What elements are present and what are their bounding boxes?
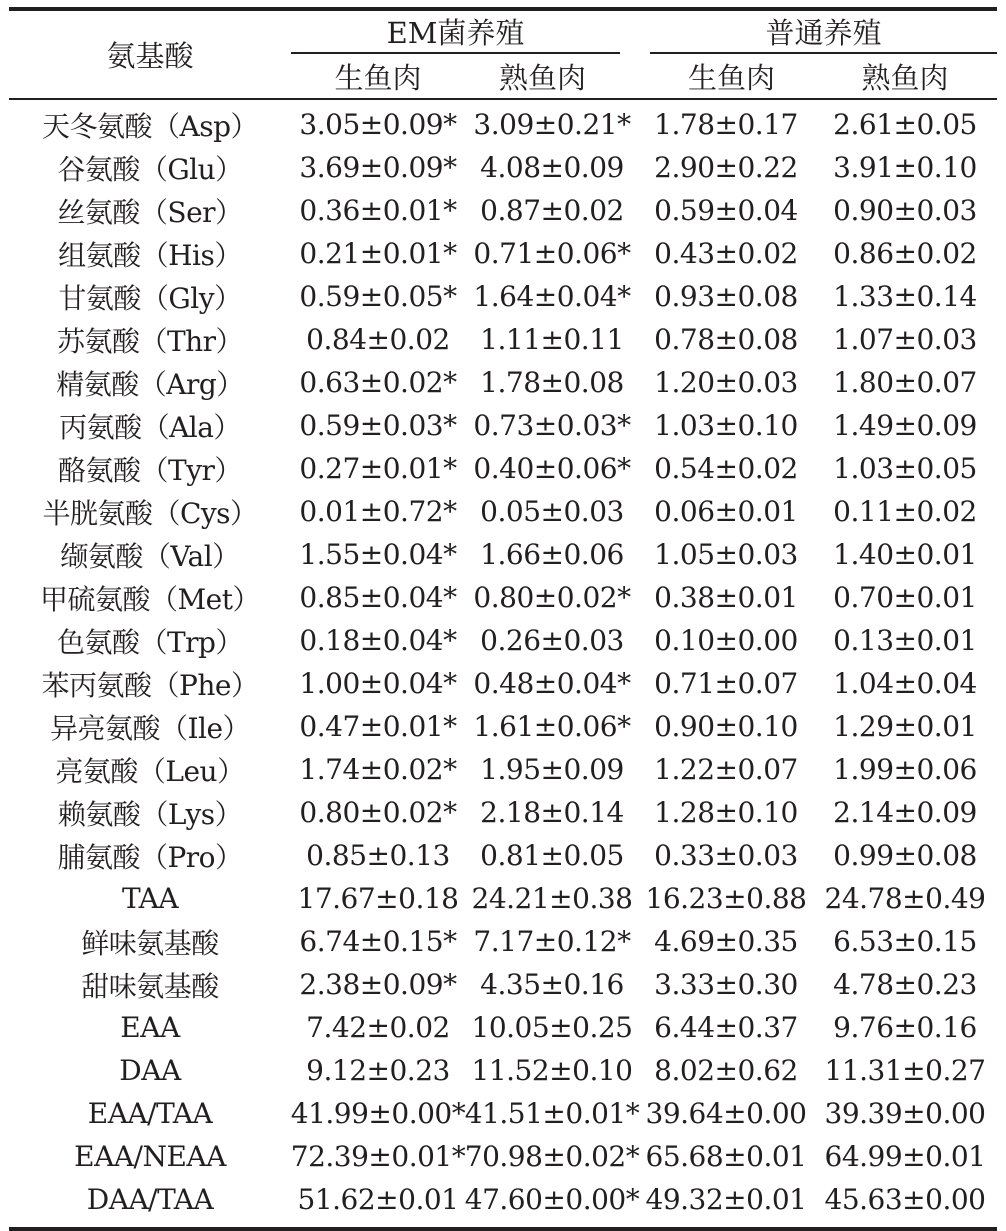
header-normal-raw: 生鱼肉 xyxy=(687,61,775,95)
table-row xyxy=(9,1092,997,1135)
table-row xyxy=(9,146,997,189)
amino-acid-cell: EAA/NEAA xyxy=(74,1140,226,1173)
normal-raw-cell: 49.32±0.01 xyxy=(645,1183,807,1216)
em-raw-cell: 0.85±0.04* xyxy=(299,581,457,614)
normal-raw-cell: 16.23±0.88 xyxy=(645,882,807,915)
normal-cooked-cell: 1.33±0.14 xyxy=(833,280,977,313)
amino-acid-cell: 异亮氨酸（Ile） xyxy=(49,711,251,745)
normal-cooked-cell: 0.70±0.01 xyxy=(833,581,977,614)
header-group-normal xyxy=(650,11,997,98)
amino-acid-cell: DAA xyxy=(119,1054,181,1087)
amino-acid-cell: 色氨酸（Trp） xyxy=(57,625,243,659)
em-cooked-cell: 1.11±0.11 xyxy=(480,323,624,356)
normal-raw-cell: 1.05±0.03 xyxy=(654,538,798,571)
em-cooked-cell: 0.87±0.02 xyxy=(480,194,624,227)
table-row xyxy=(9,1135,997,1178)
header-group-normal-title: 普通养殖 xyxy=(765,15,882,50)
normal-raw-cell: 8.02±0.62 xyxy=(654,1054,798,1087)
normal-raw-cell: 1.03±0.10 xyxy=(654,409,798,442)
normal-raw-cell: 6.44±0.37 xyxy=(654,1011,798,1044)
normal-cooked-cell: 1.04±0.04 xyxy=(833,667,977,700)
em-cooked-cell: 1.95±0.09 xyxy=(480,753,624,786)
table-bottom-rule xyxy=(9,1227,997,1231)
normal-cooked-cell: 24.78±0.49 xyxy=(824,882,986,915)
em-raw-cell: 0.27±0.01* xyxy=(299,452,457,485)
em-raw-cell: 0.01±0.72* xyxy=(299,495,457,528)
em-cooked-cell: 1.78±0.08 xyxy=(480,366,624,399)
em-cooked-cell: 10.05±0.25 xyxy=(471,1011,633,1044)
normal-raw-cell: 39.64±0.00 xyxy=(645,1097,807,1130)
em-raw-cell: 41.99±0.00* xyxy=(290,1097,466,1130)
normal-raw-cell: 0.59±0.04 xyxy=(654,194,798,227)
em-raw-cell: 0.63±0.02* xyxy=(299,366,457,399)
normal-cooked-cell: 1.99±0.06 xyxy=(833,753,977,786)
em-cooked-cell: 1.66±0.06 xyxy=(480,538,624,571)
amino-acid-cell: 缬氨酸（Val） xyxy=(60,539,240,573)
amino-acid-cell: TAA xyxy=(121,882,179,915)
amino-acid-cell: 丙氨酸（Ala） xyxy=(59,410,241,444)
normal-cooked-cell: 4.78±0.23 xyxy=(833,968,977,1001)
em-cooked-cell: 0.05±0.03 xyxy=(480,495,624,528)
normal-raw-cell: 0.71±0.07 xyxy=(654,667,798,700)
table-row xyxy=(9,877,997,920)
header-group-normal-rule xyxy=(650,52,997,54)
em-raw-cell: 1.00±0.04* xyxy=(299,667,457,700)
amino-acid-cell: 赖氨酸（Lys） xyxy=(57,797,243,831)
table-row xyxy=(9,791,997,834)
normal-raw-cell: 1.78±0.17 xyxy=(654,108,798,141)
table-row xyxy=(9,189,997,232)
normal-cooked-cell: 0.13±0.01 xyxy=(833,624,977,657)
amino-acid-cell: 甜味氨基酸 xyxy=(81,969,219,1003)
amino-acid-cell: 甘氨酸（Gly） xyxy=(58,281,242,315)
em-cooked-cell: 70.98±0.02* xyxy=(464,1140,640,1173)
normal-cooked-cell: 1.03±0.05 xyxy=(833,452,977,485)
normal-cooked-cell: 1.80±0.07 xyxy=(833,366,977,399)
normal-raw-cell: 0.38±0.01 xyxy=(654,581,798,614)
em-cooked-cell: 47.60±0.00* xyxy=(464,1183,640,1216)
table-row xyxy=(9,103,997,146)
normal-cooked-cell: 9.76±0.16 xyxy=(833,1011,977,1044)
table-row xyxy=(9,619,997,662)
amino-acid-cell: 丝氨酸（Ser） xyxy=(57,195,243,229)
em-raw-cell: 72.39±0.01* xyxy=(290,1140,466,1173)
normal-raw-cell: 0.10±0.00 xyxy=(654,624,798,657)
em-cooked-cell: 0.40±0.06* xyxy=(473,452,631,485)
em-cooked-cell: 24.21±0.38 xyxy=(471,882,633,915)
em-raw-cell: 0.84±0.02 xyxy=(306,323,450,356)
normal-cooked-cell: 3.91±0.10 xyxy=(833,151,977,184)
amino-acid-cell: 天冬氨酸（Asp） xyxy=(41,109,258,143)
amino-acid-cell: 精氨酸（Arg） xyxy=(56,367,244,401)
table-row xyxy=(9,232,997,275)
header-normal-cooked: 熟鱼肉 xyxy=(861,61,949,95)
table-row xyxy=(9,447,997,490)
normal-raw-cell: 0.78±0.08 xyxy=(654,323,798,356)
amino-acid-cell: 苯丙氨酸（Phe） xyxy=(41,668,259,702)
table-row xyxy=(9,748,997,791)
table-row xyxy=(9,576,997,619)
normal-raw-cell: 2.90±0.22 xyxy=(654,151,798,184)
table-row xyxy=(9,963,997,1006)
normal-cooked-cell: 0.99±0.08 xyxy=(833,839,977,872)
normal-raw-cell: 4.69±0.35 xyxy=(654,925,798,958)
normal-raw-cell: 1.20±0.03 xyxy=(654,366,798,399)
normal-cooked-cell: 1.29±0.01 xyxy=(833,710,977,743)
table-row xyxy=(9,404,997,447)
em-cooked-cell: 0.71±0.06* xyxy=(473,237,631,270)
normal-raw-cell: 0.06±0.01 xyxy=(654,495,798,528)
table-body xyxy=(9,100,997,1221)
amino-acid-cell: EAA/TAA xyxy=(87,1097,213,1130)
normal-cooked-cell: 1.07±0.03 xyxy=(833,323,977,356)
normal-cooked-cell: 1.49±0.09 xyxy=(833,409,977,442)
em-raw-cell: 1.74±0.02* xyxy=(299,753,457,786)
em-cooked-cell: 4.35±0.16 xyxy=(480,968,624,1001)
em-raw-cell: 0.85±0.13 xyxy=(306,839,450,872)
amino-acid-table xyxy=(9,7,997,1231)
em-raw-cell: 2.38±0.09* xyxy=(299,968,457,1001)
amino-acid-cell: 谷氨酸（Glu） xyxy=(57,152,243,186)
em-raw-cell: 0.47±0.01* xyxy=(299,710,457,743)
amino-acid-cell: EAA xyxy=(120,1011,180,1044)
em-cooked-cell: 7.17±0.12* xyxy=(473,925,631,958)
header-group-em xyxy=(291,11,620,98)
em-cooked-cell: 0.26±0.03 xyxy=(480,624,624,657)
normal-raw-cell: 65.68±0.01 xyxy=(645,1140,807,1173)
em-cooked-cell: 3.09±0.21* xyxy=(473,108,631,141)
normal-raw-cell: 0.90±0.10 xyxy=(654,710,798,743)
em-raw-cell: 0.59±0.05* xyxy=(299,280,457,313)
em-cooked-cell: 0.81±0.05 xyxy=(480,839,624,872)
table-row xyxy=(9,920,997,963)
amino-acid-cell: DAA/TAA xyxy=(86,1183,214,1216)
table-row xyxy=(9,490,997,533)
table-row xyxy=(9,834,997,877)
header-em-raw: 生鱼肉 xyxy=(334,61,422,95)
normal-cooked-cell: 64.99±0.01 xyxy=(824,1140,986,1173)
normal-cooked-cell: 39.39±0.00 xyxy=(824,1097,986,1130)
normal-cooked-cell: 0.90±0.03 xyxy=(833,194,977,227)
em-cooked-cell: 2.18±0.14 xyxy=(480,796,624,829)
normal-cooked-cell: 45.63±0.00 xyxy=(824,1183,986,1216)
normal-raw-cell: 1.28±0.10 xyxy=(654,796,798,829)
em-raw-cell: 7.42±0.02 xyxy=(306,1011,450,1044)
table-row xyxy=(9,1006,997,1049)
normal-raw-cell: 1.22±0.07 xyxy=(654,753,798,786)
normal-raw-cell: 3.33±0.30 xyxy=(654,968,798,1001)
normal-cooked-cell: 2.61±0.05 xyxy=(833,108,977,141)
amino-acid-cell: 半胱氨酸（Cys） xyxy=(42,496,258,530)
table-row xyxy=(9,275,997,318)
em-raw-cell: 0.18±0.04* xyxy=(299,624,457,657)
table-row xyxy=(9,1049,997,1092)
em-raw-cell: 3.69±0.09* xyxy=(299,151,457,184)
em-cooked-cell: 11.52±0.10 xyxy=(471,1054,633,1087)
em-cooked-cell: 41.51±0.01* xyxy=(464,1097,640,1130)
amino-acid-cell: 鲜味氨基酸 xyxy=(81,926,219,960)
normal-raw-cell: 0.93±0.08 xyxy=(654,280,798,313)
normal-raw-cell: 0.33±0.03 xyxy=(654,839,798,872)
amino-acid-cell: 亮氨酸（Leu） xyxy=(55,754,245,788)
amino-acid-cell: 甲硫氨酸（Met） xyxy=(40,582,260,616)
normal-cooked-cell: 2.14±0.09 xyxy=(833,796,977,829)
header-group-em-title: EM菌养殖 xyxy=(386,15,525,50)
em-raw-cell: 3.05±0.09* xyxy=(299,108,457,141)
table-row xyxy=(9,1178,997,1221)
em-raw-cell: 0.21±0.01* xyxy=(299,237,457,270)
em-raw-cell: 0.80±0.02* xyxy=(299,796,457,829)
amino-acid-cell: 酪氨酸（Tyr） xyxy=(58,453,242,487)
table-row xyxy=(9,361,997,404)
em-raw-cell: 9.12±0.23 xyxy=(306,1054,450,1087)
table-row xyxy=(9,318,997,361)
normal-raw-cell: 0.43±0.02 xyxy=(654,237,798,270)
em-raw-cell: 6.74±0.15* xyxy=(299,925,457,958)
em-cooked-cell: 1.61±0.06* xyxy=(473,710,631,743)
table-row xyxy=(9,662,997,705)
em-raw-cell: 51.62±0.01 xyxy=(297,1183,459,1216)
amino-acid-cell: 苏氨酸（Thr） xyxy=(56,324,244,358)
em-raw-cell: 0.59±0.03* xyxy=(299,409,457,442)
em-cooked-cell: 0.73±0.03* xyxy=(473,409,631,442)
em-cooked-cell: 1.64±0.04* xyxy=(473,280,631,313)
normal-raw-cell: 0.54±0.02 xyxy=(654,452,798,485)
normal-cooked-cell: 6.53±0.15 xyxy=(833,925,977,958)
em-cooked-cell: 4.08±0.09 xyxy=(480,151,624,184)
em-cooked-cell: 0.80±0.02* xyxy=(473,581,631,614)
em-raw-cell: 17.67±0.18 xyxy=(297,882,459,915)
normal-cooked-cell: 0.86±0.02 xyxy=(833,237,977,270)
header-em-cooked: 熟鱼肉 xyxy=(498,61,586,95)
table-row xyxy=(9,533,997,576)
table-header xyxy=(9,11,997,98)
table-row xyxy=(9,705,997,748)
header-amino-acid: 氨基酸 xyxy=(106,39,194,73)
em-raw-cell: 0.36±0.01* xyxy=(299,194,457,227)
header-group-em-rule xyxy=(291,52,620,54)
normal-cooked-cell: 1.40±0.01 xyxy=(833,538,977,571)
amino-acid-cell: 组氨酸（His） xyxy=(58,238,242,272)
em-cooked-cell: 0.48±0.04* xyxy=(473,667,631,700)
em-raw-cell: 1.55±0.04* xyxy=(299,538,457,571)
normal-cooked-cell: 0.11±0.02 xyxy=(833,495,977,528)
normal-cooked-cell: 11.31±0.27 xyxy=(824,1054,986,1087)
amino-acid-cell: 脯氨酸（Pro） xyxy=(57,840,243,874)
